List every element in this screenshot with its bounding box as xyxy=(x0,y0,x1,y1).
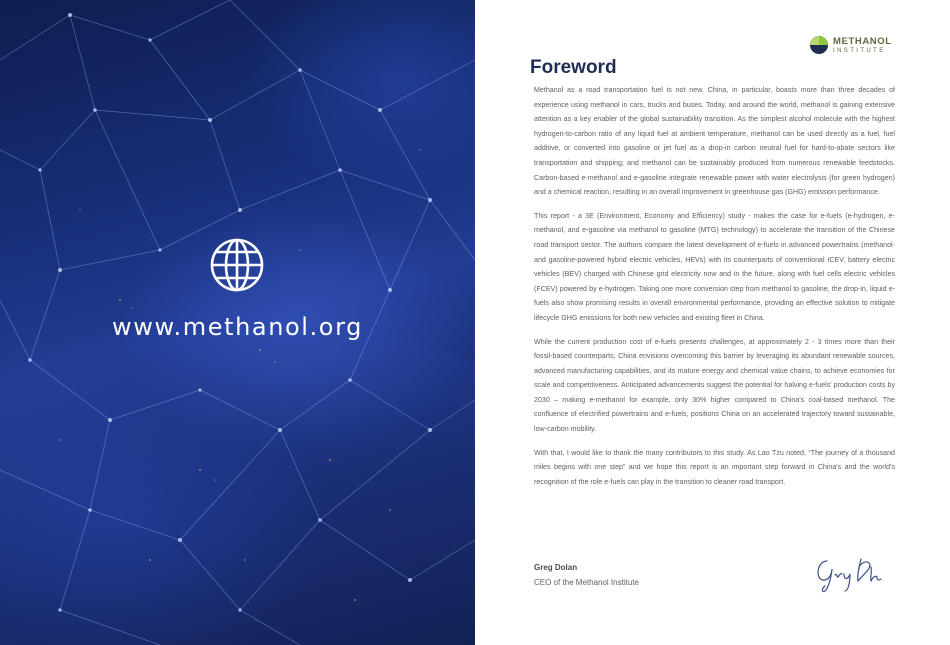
paragraph: This report - a 3E (Environment, Economy and Efficiency) study - makes the case for e-fuels (e-hydrogen, e-methanol, and e-gasoline via methanol to gasoline (MTG) technology) to accelerate the transition of the Chinese road transport sector. The authors compare the latest development of e-fuels in advanced powertrains (methanol- and gasoline-powered hybrid electric vehicles, HEVs) with its counterparts of conventional ICEV, battery electric vehicles (BEV) charged with Chinese grid electricity now and in the future, along with fuel cells electric vehicles (FCEV) powered by e-hydrogen. Taking one more conversion step from methanol to gasoline, the drop-in, liquid e-fuels also show promising results in overall environmental performance, providing an effective solution to mitigate lifecycle GHG emissions for both new vehicles and existing fleet in China. xyxy=(534,211,895,322)
globe-icon xyxy=(209,237,265,293)
signatory-name: Greg Dolan xyxy=(534,563,578,572)
foreword-page xyxy=(475,0,950,645)
paragraph: Methanol as a road transportation fuel is not new. China, in particular, boasts more than three decades of experience using methanol in cars, trucks and buses. Today, and around the world, methanol is gaining extensive attention as a key enabler of the global sustainability transition. As the simplest alcohol molecule with the highest hydrogen-to-carbon ratio of any liquid fuel at ambient temperature, methanol can be used directly as a fuel, fuel additive, or converted into gasoline or jet fuel as a drop-in carbon neutral fuel for hard-to-abate sectors like transportation and shipping; and methanol can be sustainably produced from numerous renewable feedstocks. Carbon-based e-methanol and e-gasoline integrate renewable power with water electrolysis (for green hydrogen) and a chemical reaction, resulting in an overall improvement in greenhouse gas (GHG) emission performance. xyxy=(534,86,895,197)
foreword-body xyxy=(534,83,895,498)
methanol-institute-logo xyxy=(809,35,905,55)
logo-mark-icon xyxy=(809,35,829,55)
website-url[interactable]: www.methanol.org xyxy=(112,313,363,341)
handwritten-signature xyxy=(813,553,893,597)
logo-text-line2: INSTITUTE xyxy=(833,47,886,54)
paragraph: While the current production cost of e-fuels presents challenges, at approximately 2 - 3 times more than their fossil-based counterparts, China envisions overcoming this barrier by leveraging its abundant renewable sources, advanced manufacturing capabilities, and its mature energy and chemical value chains, to achieve economies for scale and competitiveness. Anticipated advancements suggest the potential for halving e-fuels' production costs by 2030 – making e-methanol for example, only 30% higher compared to China's coal-based methanol. The confluence of electrified powertrains and e-fuels, positions China on an accelerated trajectory toward sustainable, low-carbon mobility. xyxy=(534,337,895,434)
signatory-role: CEO of the Methanol Institute xyxy=(534,578,639,587)
logo-text-line1: METHANOL xyxy=(833,36,892,47)
page-title: Foreword xyxy=(530,57,617,78)
paragraph: With that, I would like to thank the many contributors to this study. As Lao Tzu noted, “The journey of a thousand miles begins with one step” and we hope this report is an important step forward in China's and the world's recognition of the role e-fuels can play in the transition to cleaner road transport. xyxy=(534,448,895,486)
